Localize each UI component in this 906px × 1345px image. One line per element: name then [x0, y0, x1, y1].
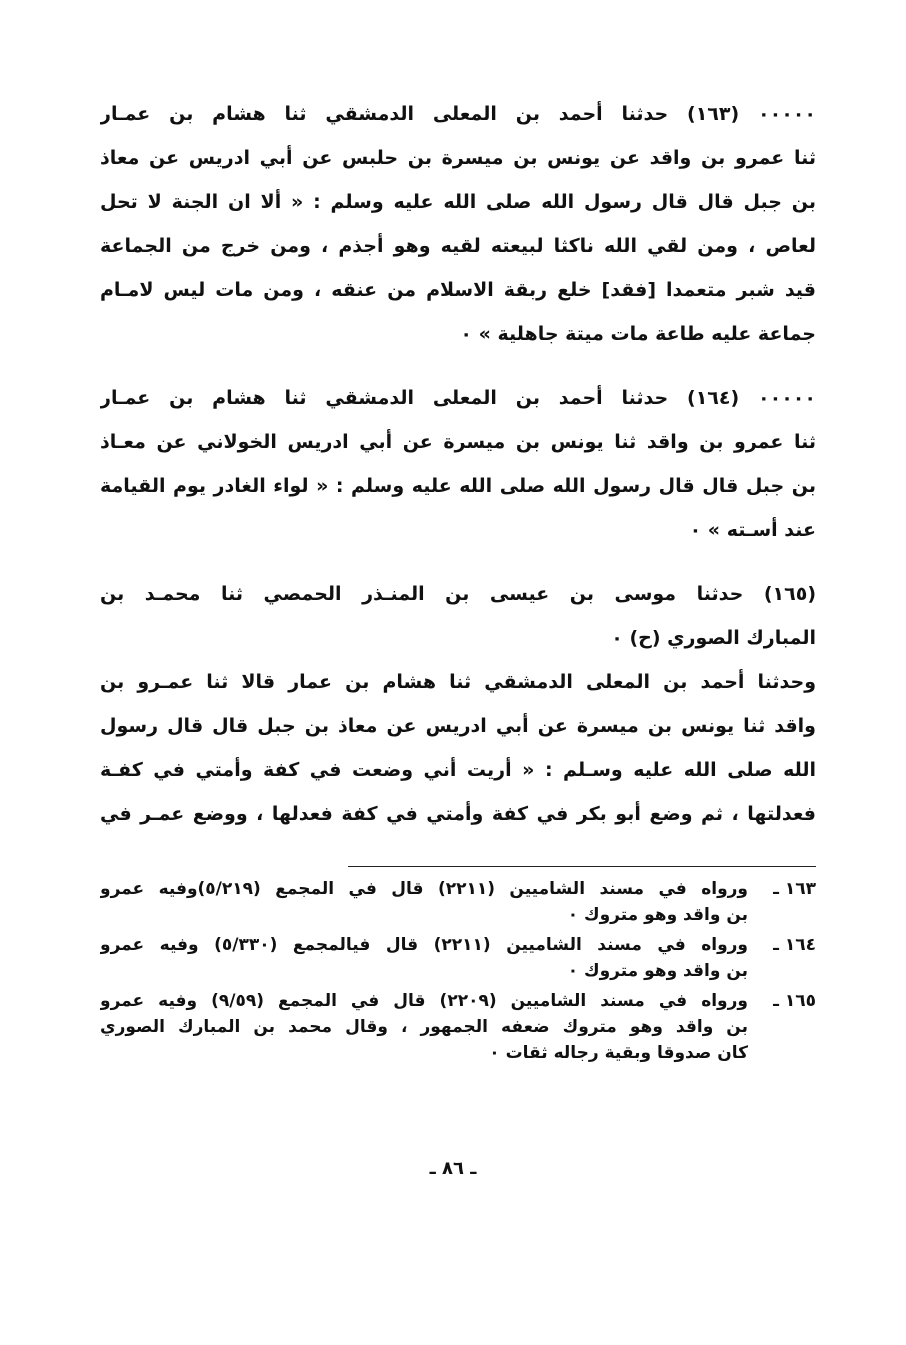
text-line: وحدثنا أحمد بن المعلى الدمشقي ثنا هشام بن عمار قالا ثنا عمـرو بن: [100, 671, 816, 693]
footnote-line: كان صدوقا وبقية رجاله ثقات ٠: [489, 1043, 748, 1063]
footnote-line: ورواه في مسند الشاميين (٢٢١١) قال في المجمع (٥/٢١٩)وفيه عمرو: [100, 879, 748, 899]
hadith-164: [100, 376, 816, 552]
text-line: قيد شبر متعمدا [فقد] خلع ربقة الاسلام من عنقه ، ومن مات ليس لامـام: [100, 279, 816, 301]
text-line: ٠٠٠٠٠ (١٦٣) حدثنا أحمد بن المعلى الدمشقي ثنا هشام بن عمـار: [100, 103, 816, 125]
text-line: جماعة عليه طاعة مات ميتة جاهلية » ٠: [460, 323, 816, 345]
footnote-number: ١٦٥ ـ: [773, 991, 816, 1011]
page-number: ـ ٨٦ ـ: [429, 1158, 477, 1179]
text-line: بن جبل قال قال رسول الله صلى الله عليه وسلم : « لواء الغادر يوم القيامة: [100, 475, 816, 497]
text-line: عند أسـته » ٠: [689, 519, 816, 541]
text-line: الله صلى الله عليه وسـلم : « أريت أني وضعت في كفة وأمتي في كفـة: [100, 759, 816, 781]
hadith-165: [100, 572, 816, 836]
footnote-line: بن واقد وهو متروك ضعفه الجمهور ، وقال محمد بن المبارك الصوري: [100, 1017, 748, 1037]
text-line: المبارك الصوري (ح) ٠: [611, 627, 816, 649]
hadith-163: [100, 92, 816, 356]
footnote-divider: [348, 866, 816, 867]
footnote-body: [100, 876, 748, 928]
footnote-line: بن واقد وهو متروك ٠: [567, 961, 748, 981]
text-line: لعاص ، ومن لقي الله ناكثا لبيعته لقيه وهو أجذم ، ومن خرج من الجماعة: [100, 235, 816, 257]
footnote-line: بن واقد وهو متروك ٠: [567, 905, 748, 925]
main-text: [100, 92, 816, 836]
footnote-line: ورواه في مسند الشاميين (٢٢١١) قال فيالمجمع (٥/٣٣٠) وفيه عمرو: [100, 935, 748, 955]
text-line: (١٦٥) حدثنا موسى بن عيسى بن المنـذر الحمصي ثنا محمـد بن: [100, 583, 816, 605]
text-line: واقد ثنا يونس بن ميسرة عن أبي ادريس عن معاذ بن جبل قال قال رسول: [100, 715, 816, 737]
text-line: ثنا عمرو بن واقد ثنا يونس بن ميسرة عن أبي ادريس الخولاني عن معـاذ: [100, 431, 816, 453]
footnote-body: [100, 932, 748, 984]
footnote-163: [100, 876, 816, 928]
text-line: فعدلتها ، ثم وضع أبو بكر في كفة وأمتي في كفة فعدلها ، ووضع عمـر في: [100, 803, 816, 825]
text-line: ٠٠٠٠٠ (١٦٤) حدثنا أحمد بن المعلى الدمشقي ثنا هشام بن عمـار: [100, 387, 816, 409]
footnote-number: ١٦٣ ـ: [773, 879, 816, 899]
footnotes: [100, 876, 816, 1070]
text-line: ثنا عمرو بن واقد عن يونس بن ميسرة بن حلبس عن أبي ادريس عن معاذ: [100, 147, 816, 169]
footnote-line: ورواه في مسند الشاميين (٢٢٠٩) قال في المجمع (٩/٥٩) وفيه عمرو: [100, 991, 748, 1011]
text-line: بن جبل قال قال رسول الله صلى الله عليه وسلم : « ألا ان الجنة لا تحل: [100, 191, 816, 213]
footnote-164: [100, 932, 816, 984]
footnote-165: [100, 988, 816, 1066]
footnote-body: [100, 988, 748, 1066]
footnote-number: ١٦٤ ـ: [773, 935, 816, 955]
